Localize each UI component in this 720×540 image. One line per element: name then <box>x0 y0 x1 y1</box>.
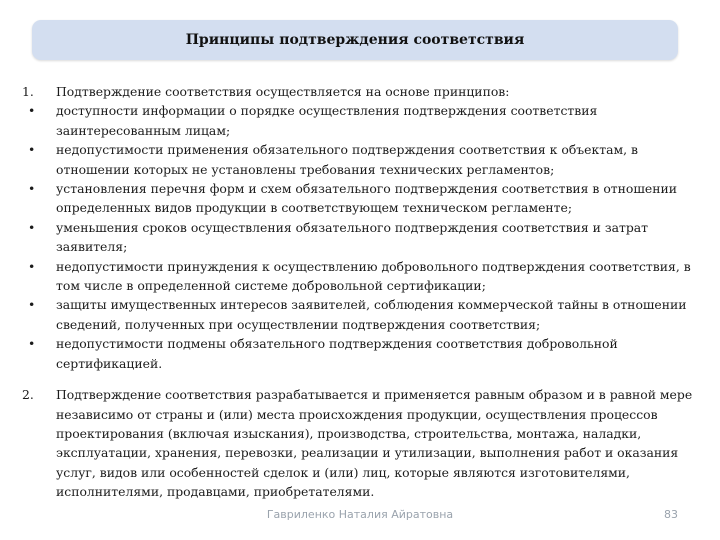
list-item-text: установления перечня форм и схем обязательного подтверждения соответствия в отношении определенных видов продукции в соответствующем техническом регламенте; <box>56 181 678 216</box>
bullet-icon: • <box>28 181 36 197</box>
list-item-bullet <box>22 140 698 179</box>
list-item-text: защиты имущественных интересов заявителей, соблюдения коммерческой тайны в отношении сведений, полученных при осуществлении подтверждения соответствия; <box>56 297 687 332</box>
list-item-text: недопустимости подмены обязательного подтверждения соответствия добровольной сертификацией. <box>56 336 618 371</box>
list-item-text: уменьшения сроков осуществления обязательного подтверждения соответствия и затрат заявителя; <box>56 219 649 255</box>
page-number: 83 <box>664 508 678 521</box>
list-item-bullet <box>22 334 698 373</box>
list-item-text: Подтверждение соответствия разрабатывается и применяется равным образом и в равной мере независимо от страны и (или) места происхождения продукции, осуществления процессов проектирования (включая изыскания), производства, строительства, монтажа, наладки, эксплуатации, хранения, перевозки, реализации и утилизации, выполнения работ и оказания услуг, видов или особенностей сделок и (или) лиц, которые являются изготовителями, исполнителями, продавцами, приобретателями. <box>56 387 693 500</box>
bullet-icon: • <box>28 219 36 235</box>
list-item-bullet <box>22 101 698 140</box>
list-item-bullet <box>22 257 698 296</box>
page-title: Принципы подтверждения соответствия <box>185 32 525 48</box>
list-item-numbered <box>22 385 698 501</box>
list-item-text: недопустимости применения обязательного подтверждения соответствия к объектам, в отношении которых не установлены требования технических регламентов; <box>56 142 638 177</box>
title-banner <box>32 20 678 60</box>
principles-list <box>22 82 698 502</box>
bullet-icon: • <box>28 258 36 274</box>
footer-author: Гавриленко Наталия Айратовна <box>266 508 454 521</box>
list-item-bullet <box>22 218 698 257</box>
spacer <box>22 373 698 385</box>
list-item-text: доступности информации о порядке осуществления подтверждения соответствия заинтересованным лицам; <box>56 103 598 138</box>
bullet-icon: • <box>28 297 36 313</box>
bullet-icon: • <box>28 103 36 119</box>
list-item-bullet <box>22 295 698 334</box>
list-item-text: недопустимости принуждения к осуществлению добровольного подтверждения соответствия, в том числе в определенной системе добровольной сертификации; <box>56 258 691 294</box>
list-number: 1. <box>22 84 34 99</box>
list-item-numbered <box>22 82 698 101</box>
bullet-icon: • <box>28 336 36 352</box>
bullet-icon: • <box>28 142 36 158</box>
list-number: 2. <box>22 387 34 403</box>
list-item-text: Подтверждение соответствия осуществляется на основе принципов: <box>56 84 510 99</box>
list-item-bullet <box>22 179 698 218</box>
